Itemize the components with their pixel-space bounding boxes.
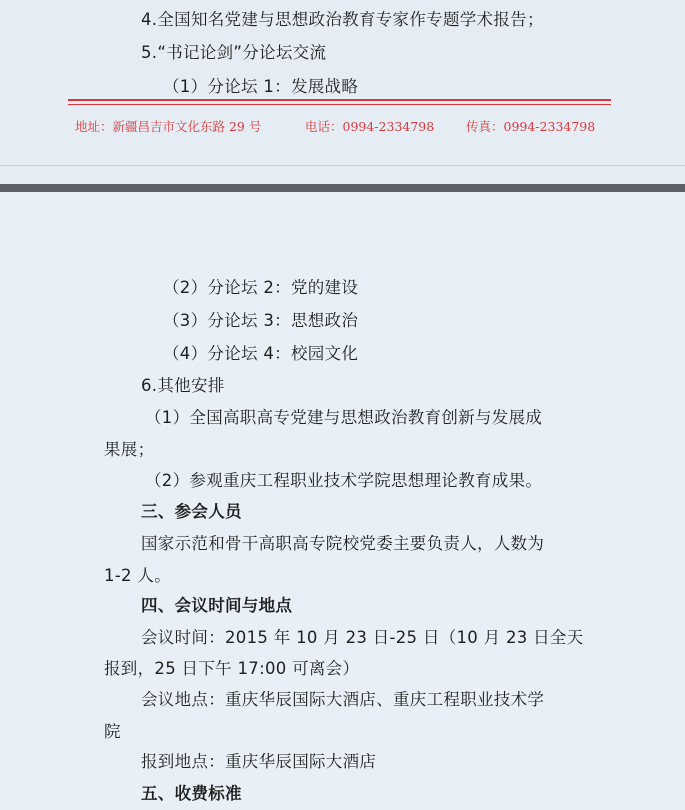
document-page-top <box>0 0 685 184</box>
letterhead-address: 地址：新疆昌吉市文化东路 29 号 <box>75 119 262 134</box>
meeting-place: 会议地点：重庆华辰国际大酒店、重庆工程职业技术学 <box>141 690 545 709</box>
letterhead-rule-bottom <box>68 104 611 105</box>
letterhead-phone: 电话：0994-2334798 <box>305 119 435 134</box>
letterhead-fax: 传真：0994-2334798 <box>466 119 596 134</box>
agenda-item-6: 6.其他安排 <box>141 376 225 395</box>
meeting-time: 会议时间：2015 年 10 月 23 日-25 日（10 月 23 日全天 <box>141 628 584 647</box>
attendees-text: 国家示范和骨干高职高专院校党委主要负责人，人数为 <box>141 534 545 553</box>
forum-item-2: （2）分论坛 2：党的建设 <box>163 278 359 297</box>
page-separator <box>0 184 685 192</box>
forum-item-4: （4）分论坛 4：校园文化 <box>163 344 359 363</box>
forum-item-1: （1）分论坛 1：发展战略 <box>163 77 359 96</box>
attendees-text-cont: 1-2 人。 <box>104 566 171 585</box>
forum-item-3: （3）分论坛 3：思想政治 <box>163 311 359 330</box>
section-heading-time-place: 四、会议时间与地点 <box>141 596 293 615</box>
agenda-item-5: 5.“书记论剑”分论坛交流 <box>141 43 327 62</box>
registration-place: 报到地点：重庆华辰国际大酒店 <box>141 752 377 771</box>
section-heading-attendees: 三、参会人员 <box>141 502 242 521</box>
meeting-time-cont: 报到，25 日下午 17:00 可离会） <box>104 659 360 678</box>
other-arrangement-1: （1）全国高职高专党建与思想政治教育创新与发展成 <box>145 408 543 427</box>
letterhead-rule-top <box>68 99 611 101</box>
other-arrangement-2: （2）参观重庆工程职业技术学院思想理论教育成果。 <box>145 471 543 490</box>
section-heading-fees: 五、收费标准 <box>141 784 242 803</box>
scan-artifact-line <box>0 165 685 166</box>
other-arrangement-1-cont: 果展； <box>104 440 155 459</box>
agenda-item-4: 4.全国知名党建与思想政治教育专家作专题学术报告； <box>141 10 544 29</box>
document-page-bottom <box>0 192 685 810</box>
meeting-place-cont: 院 <box>104 722 121 741</box>
